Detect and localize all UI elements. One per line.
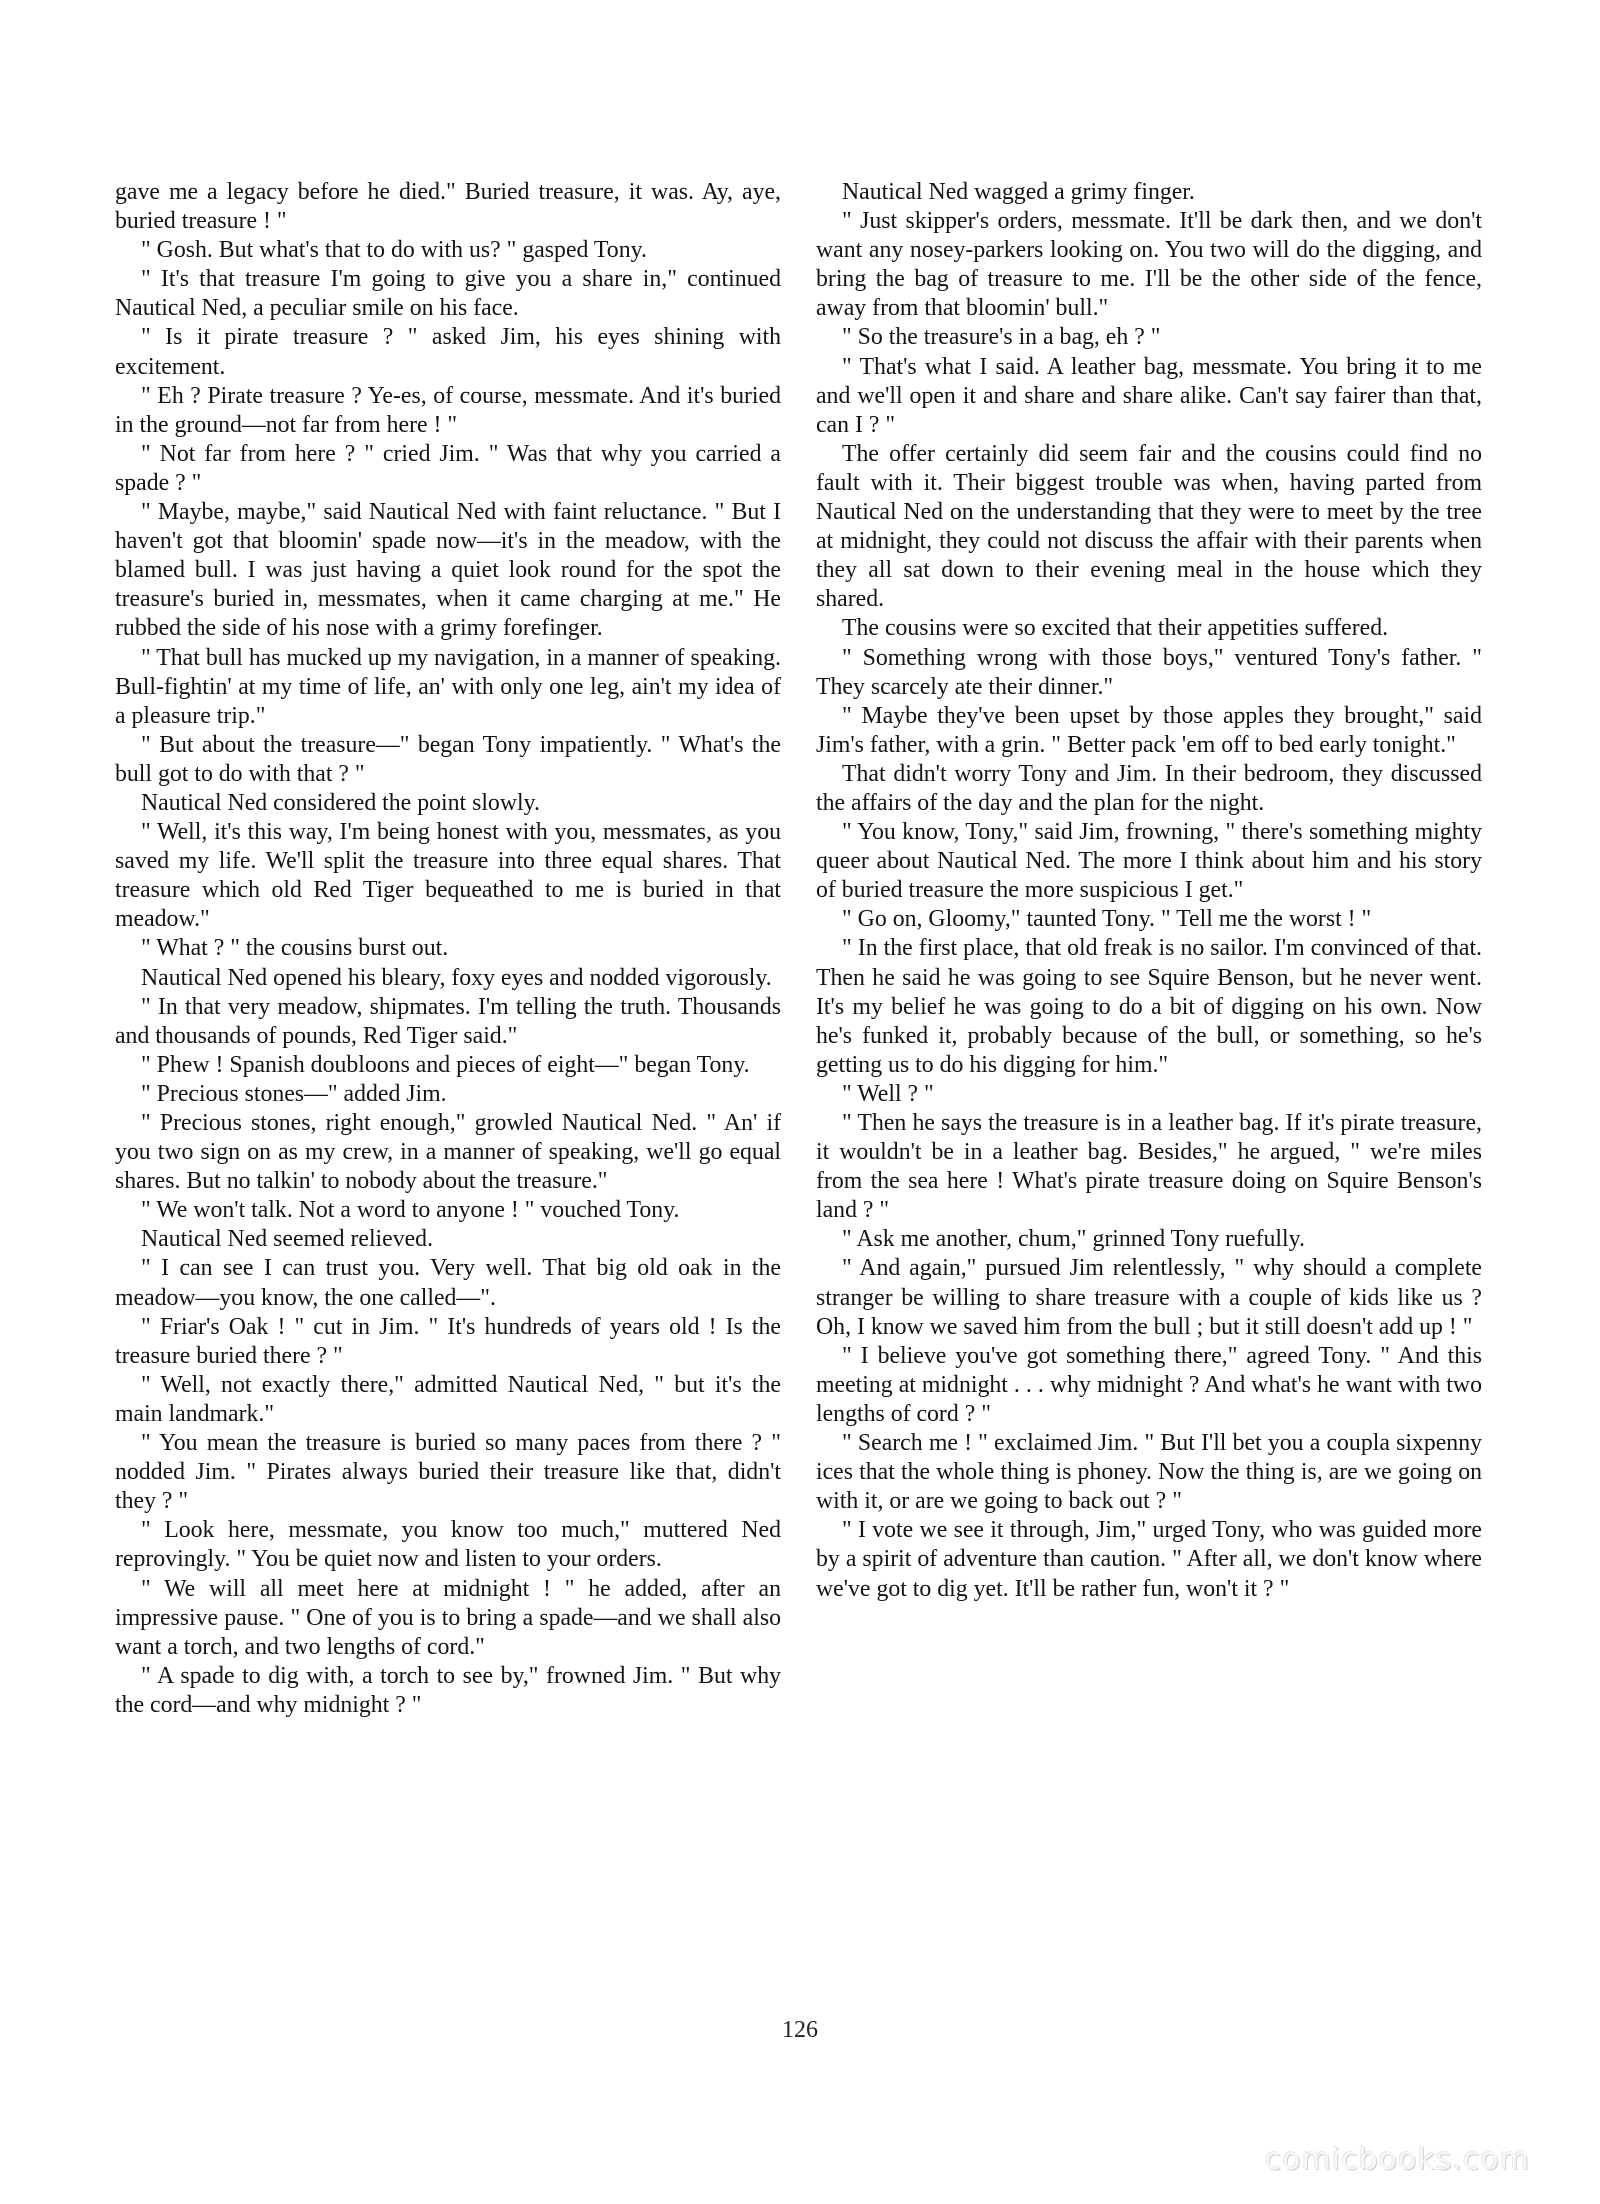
paragraph: " Friar's Oak ! " cut in Jim. " It's hundreds of years old ! Is the treasure buried there ? " bbox=[115, 1313, 781, 1369]
paragraph: " I believe you've got something there," agreed Tony. " And this meeting at midnight . . . why midnight ? And what's he want with two lengths of cord ? " bbox=[816, 1342, 1482, 1427]
paragraph: " Maybe they've been upset by those apples they brought," said Jim's father, with a grin. " Better pack 'em off to bed early tonight." bbox=[816, 702, 1482, 758]
paragraph: " I vote we see it through, Jim," urged Tony, who was guided more by a spirit of adventure than caution. " After all, we don't know where we've got to dig yet. It'll be rather fun, won't it ? " bbox=[816, 1517, 1482, 1602]
paragraph: The offer certainly did seem fair and the cousins could find no fault with it. Their biggest trouble was when, having parted from Nautical Ned on the understanding that they were to meet by the tree at midnight, they could not discuss the affair with their parents when they all sat down to their evening meal in the house which they shared. bbox=[816, 440, 1482, 613]
paragraph: " You mean the treasure is buried so many paces from there ? " nodded Jim. " Pirates always buried their treasure like that, didn't they ? " bbox=[115, 1430, 781, 1515]
paragraph: gave me a legacy before he died." Buried treasure, it was. Ay, aye, buried treasure ! " bbox=[115, 179, 781, 235]
paragraph: That didn't worry Tony and Jim. In their bedroom, they discussed the affairs of the day and the plan for the night. bbox=[816, 760, 1482, 816]
paragraph: " In that very meadow, shipmates. I'm telling the truth. Thousands and thousands of pounds, Red Tiger said." bbox=[115, 993, 781, 1049]
text-column-left bbox=[115, 178, 781, 1720]
paragraph: " You know, Tony," said Jim, frowning, " there's something mighty queer about Nautical Ned. The more I think about him and his story of buried treasure the more suspicious I get." bbox=[816, 819, 1482, 904]
paragraph: " We will all meet here at midnight ! " he added, after an impressive pause. " One of you is to bring a spade—and we shall also want a torch, and two lengths of cord." bbox=[115, 1575, 781, 1660]
paragraph: " And again," pursued Jim relentlessly, " why should a complete stranger be willing to share treasure with a couple of kids like us ? Oh, I know we saved him from the bull ; but it still doesn't add up ! " bbox=[816, 1255, 1482, 1340]
paragraph: " Eh ? Pirate treasure ? Ye-es, of course, messmate. And it's buried in the ground—not far from here ! " bbox=[115, 382, 781, 438]
paragraph: Nautical Ned opened his bleary, foxy eyes and nodded vigorously. bbox=[141, 964, 772, 991]
paragraph: " That bull has mucked up my navigation, in a manner of speaking. Bull-fightin' at my time of life, an' with only one leg, ain't my idea of a pleasure trip." bbox=[115, 644, 781, 729]
paragraph: Nautical Ned wagged a grimy finger. bbox=[842, 179, 1195, 205]
paragraph: " Not far from here ? " cried Jim. " Was that why you carried a spade ? " bbox=[115, 440, 781, 496]
paragraph: " Look here, messmate, you know too much," muttered Ned reprovingly. " You be quiet now and listen to your orders. bbox=[115, 1517, 781, 1573]
paragraph: " Something wrong with those boys," ventured Tony's father. " They scarcely ate their dinner." bbox=[816, 644, 1482, 700]
paragraph: " But about the treasure—" began Tony impatiently. " What's the bull got to do with that ? " bbox=[115, 731, 781, 787]
paragraph: Nautical Ned seemed relieved. bbox=[141, 1226, 434, 1253]
paragraph: " I can see I can trust you. Very well. That big old oak in the meadow—you know, the one called—". bbox=[115, 1255, 781, 1311]
paragraph: " Go on, Gloomy," taunted Tony. " Tell me the worst ! " bbox=[842, 906, 1372, 933]
paragraph: " In the first place, that old freak is no sailor. I'm convinced of that. Then he said he was going to see Squire Benson, but he never went. It's my belief he was going to do a bit of digging on his own. Now he's funked it, probably because of the bull, or something, so he's getting us to do his digging for him." bbox=[816, 935, 1482, 1078]
paragraph: " Phew ! Spanish doubloons and pieces of eight—" began Tony. bbox=[141, 1051, 750, 1078]
paragraph: " Well, it's this way, I'm being honest with you, messmates, as you saved my life. We'll split the treasure into three equal shares. That treasure which old Red Tiger bequeathed to me is buried in that meadow." bbox=[115, 819, 781, 933]
page-number: 126 bbox=[782, 2017, 818, 2043]
watermark-logo: comicbooks.com bbox=[1264, 2142, 1530, 2177]
paragraph: " Just skipper's orders, messmate. It'll be dark then, and we don't want any nosey-parkers looking on. You two will do the digging, and bring the bag of treasure to me. I'll be the other side of the fence, away from that bloomin' bull." bbox=[816, 208, 1482, 322]
paragraph: " Well ? " bbox=[842, 1080, 934, 1107]
paragraph: " Precious stones, right enough," growled Nautical Ned. " An' if you two sign on as my crew, in a manner of speaking, we'll go equal shares. But no talkin' to nobody about the treasure." bbox=[115, 1110, 781, 1195]
paragraph: " Gosh. But what's that to do with us? " gasped Tony. bbox=[141, 237, 647, 264]
paragraph: " Well, not exactly there," admitted Nautical Ned, " but it's the main landmark." bbox=[115, 1371, 781, 1427]
paragraph: " Is it pirate treasure ? " asked Jim, his eyes shining with excitement. bbox=[115, 324, 781, 380]
paragraph: " What ? " the cousins burst out. bbox=[141, 935, 449, 962]
paragraph: " Precious stones—" added Jim. bbox=[141, 1080, 447, 1107]
paragraph: " That's what I said. A leather bag, messmate. You bring it to me and we'll open it and share and share alike. Can't say fairer than that, can I ? " bbox=[816, 353, 1482, 438]
paragraph: " Maybe, maybe," said Nautical Ned with faint reluctance. " But I haven't got that bloomin' spade now—it's in the meadow, with the blamed bull. I was just having a quiet look round for the spot the treasure's buried in, messmates, when it came charging at me." He rubbed the side of his nose with a grimy forefinger. bbox=[115, 499, 781, 642]
paragraph: " It's that treasure I'm going to give you a share in," continued Nautical Ned, a peculiar smile on his face. bbox=[115, 266, 781, 322]
paragraph: " A spade to dig with, a torch to see by," frowned Jim. " But why the cord—and why midnight ? " bbox=[115, 1662, 781, 1718]
paragraph: " Then he says the treasure is in a leather bag. If it's pirate treasure, it wouldn't be in a leather bag. Besides," he argued, " we're miles from the sea here ! What's pirate treasure doing on Squire Benson's land ? " bbox=[816, 1110, 1482, 1224]
paragraph: " Search me ! " exclaimed Jim. " But I'll bet you a coupla sixpenny ices that the whole thing is phoney. Now the thing is, are we going on with it, or are we going to back out ? " bbox=[816, 1430, 1482, 1515]
paragraph: " Ask me another, chum," grinned Tony ruefully. bbox=[842, 1226, 1305, 1253]
text-column-right bbox=[816, 178, 1482, 1604]
paragraph: The cousins were so excited that their appetities suffered. bbox=[842, 615, 1389, 642]
paragraph: Nautical Ned considered the point slowly. bbox=[141, 789, 540, 816]
paragraph: " So the treasure's in a bag, eh ? " bbox=[842, 324, 1161, 351]
paragraph: " We won't talk. Not a word to anyone ! " vouched Tony. bbox=[141, 1197, 680, 1224]
